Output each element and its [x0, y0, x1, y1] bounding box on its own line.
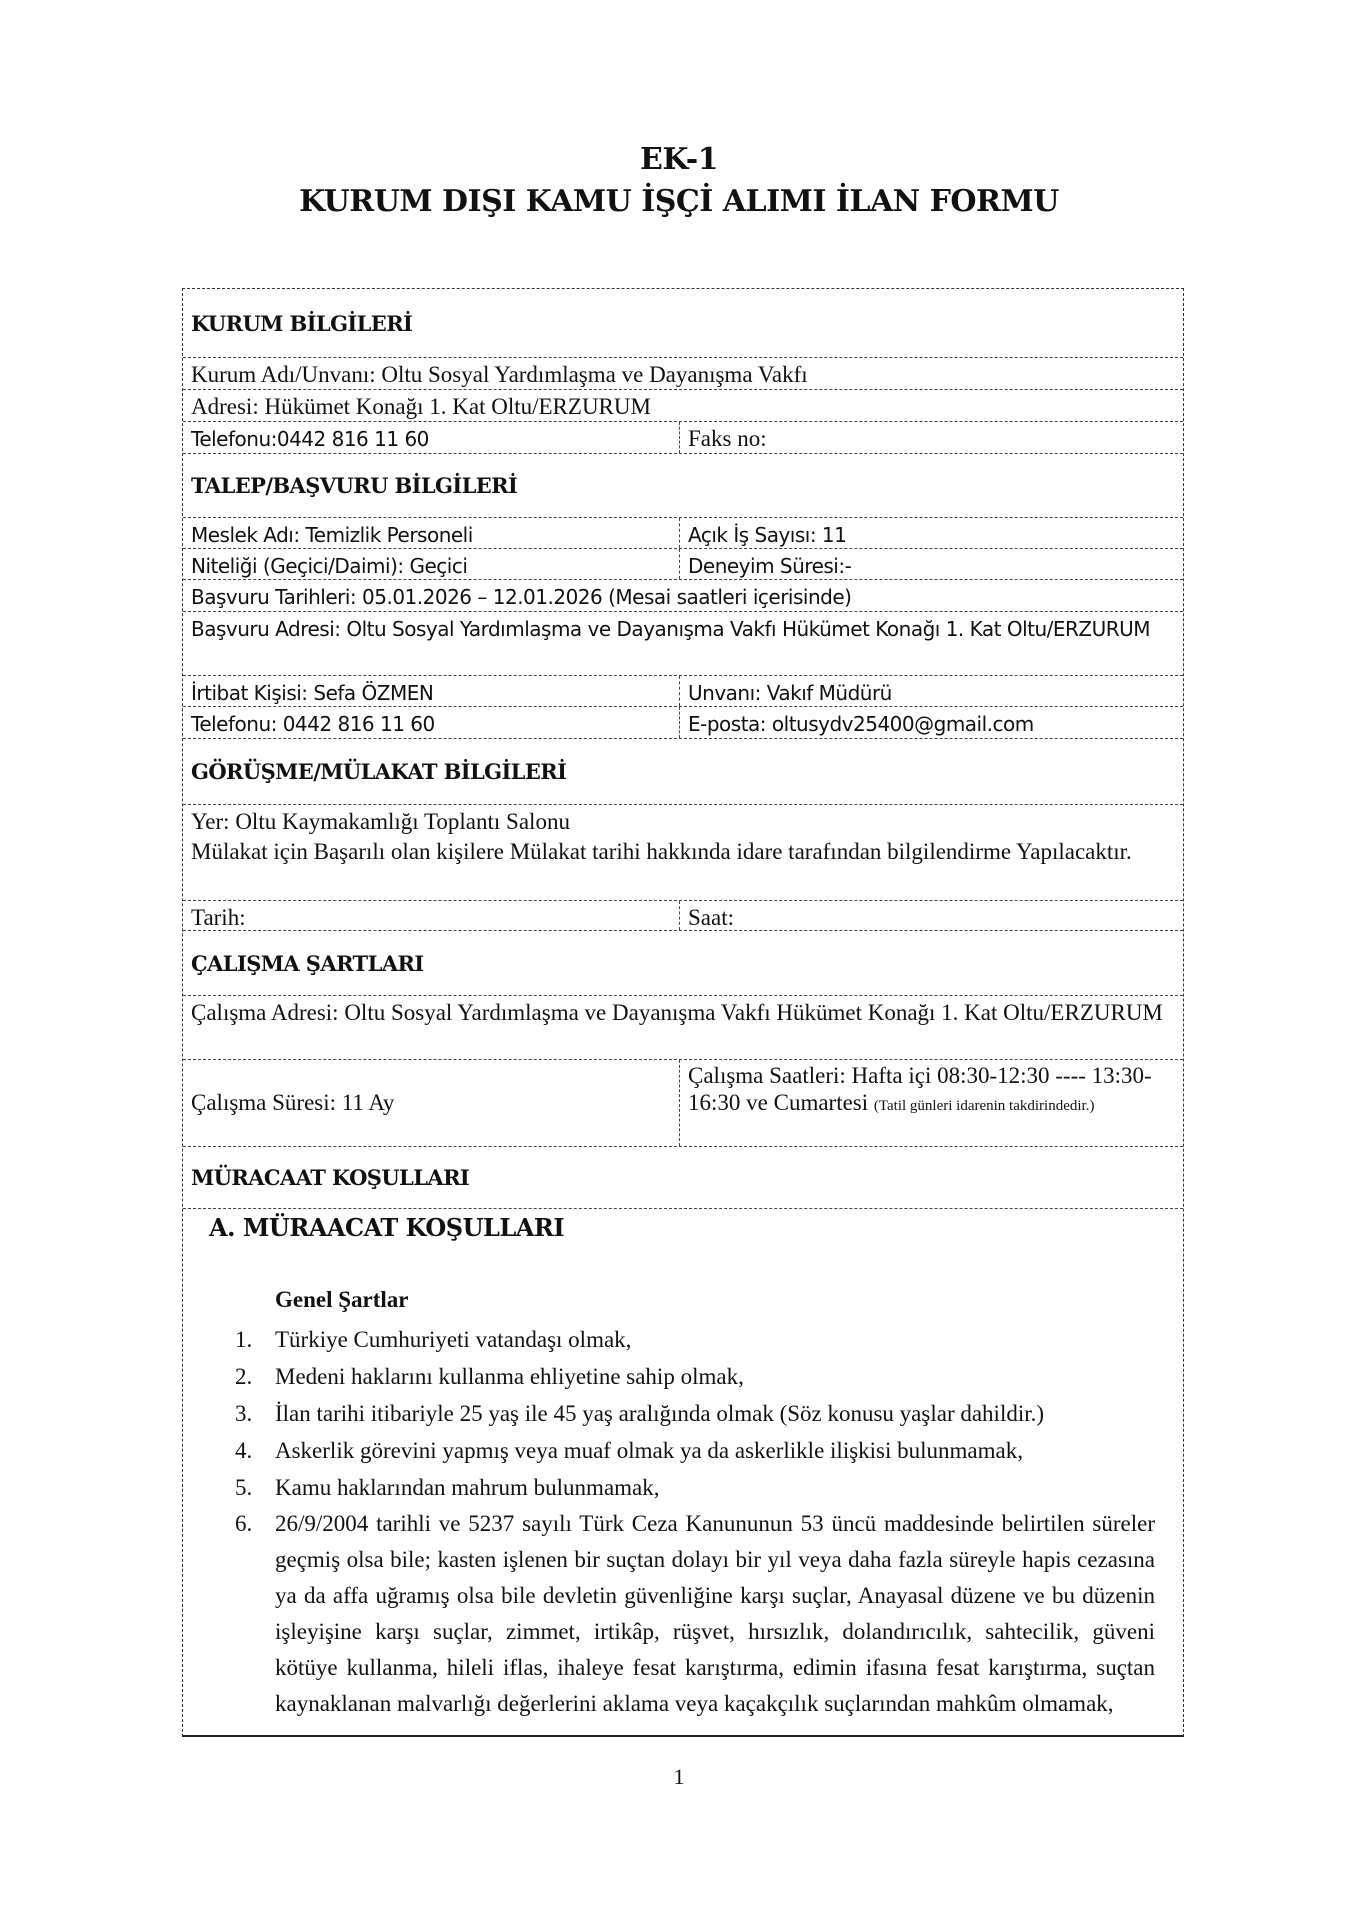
list-item — [235, 1432, 1155, 1469]
kurum-telefon: Telefonu:0442 816 11 60 — [183, 422, 680, 453]
item-text: Askerlik görevini yapmış veya muaf olmak ya da askerlikle ilişkisi bulunmamak, — [275, 1438, 1023, 1463]
irtibat-eposta: E-posta: oltusydv25400@gmail.com — [688, 712, 1034, 736]
list-item — [235, 1321, 1155, 1358]
page-number: 1 — [673, 1764, 685, 1789]
basvuru-adresi: Başvuru Adresi: Oltu Sosyal Yardımlaşma ve Dayanışma Vakfı Hükümet Konağı 1. Kat Oltu/ERZURUM — [191, 617, 1151, 641]
genel-sartlar-heading: Genel Şartlar — [275, 1287, 409, 1312]
section-heading: GÖRÜŞME/MÜLAKAT BİLGİLERİ — [191, 759, 567, 784]
list-item — [235, 1506, 1155, 1722]
application-form-table — [182, 288, 1184, 1737]
form-title: KURUM DIŞI KAMU İŞÇİ ALIMI İLAN FORMU — [299, 184, 1059, 219]
niteligi: Niteliği (Geçici/Daimi): Geçici — [183, 549, 680, 579]
conditions-list — [235, 1321, 1155, 1722]
item-number: 5. — [235, 1475, 253, 1500]
section-muracaat — [183, 1146, 1183, 1208]
item-text: 26/9/2004 tarihli ve 5237 sayılı Türk Ceza Kanununun 53 üncü maddesinde belirtilen süreler geçmiş olsa bile; kasten işlenen bir suçtan dolayı bir yıl veya daha fazla süreyle hapis cezasına ya da affa uğramış olsa bile devletin güvenliğine karşı suçlar, Anayasal düzene ve bu düzenin işleyişine karşı suçlar, zimmet, irtikâp, rüşvet, hırsızlık, dolandırıcılık, sahtecilik, güveni kötüye kullanma, hileli iflas, ihaleye fesat karıştırma, edimin ifasına fesat karıştırma, suçtan kaynaklanan malvarlığı değerlerini aklama veya kaçakçılık suçlarından mahkûm olmamak, — [275, 1511, 1155, 1716]
section-gorusme — [183, 738, 1183, 804]
subsection-title: A. MÜRAACAT KOŞULLARI — [209, 1213, 565, 1242]
gorusme-yer: Yer: Oltu Kaymakamlığı Toplantı Salonu — [191, 809, 570, 834]
calisma-saatleri: Çalışma Saatleri: Hafta içi 08:30-12:30 ---- 13:30-16:30 ve Cumartesi — [688, 1063, 1152, 1115]
irtibat-kisisi: İrtibat Kişisi: Sefa ÖZMEN — [183, 676, 680, 706]
kurum-adi: Kurum Adı/Unvanı: Oltu Sosyal Yardımlaşma ve Dayanışma Vakfı — [191, 362, 808, 387]
irtibat-telefon: Telefonu: 0442 816 11 60 — [183, 707, 680, 738]
section-calisma — [183, 930, 1183, 995]
section-heading: TALEP/BAŞVURU BİLGİLERİ — [191, 473, 518, 498]
item-text: Medeni haklarını kullanma ehliyetine sahip olmak, — [275, 1364, 744, 1389]
gorusme-saat: Saat: — [688, 905, 734, 930]
section-heading: KURUM BİLGİLERİ — [191, 310, 413, 336]
deneyim-suresi: Deneyim Süresi:- — [688, 554, 852, 578]
item-number: 6. — [235, 1511, 253, 1536]
item-number: 1. — [235, 1327, 253, 1352]
gorusme-aciklama: Mülakat için Başarılı olan kişilere Mülakat tarihi hakkında idare tarafından bilgilendirme Yapılacaktır. — [191, 839, 1132, 864]
annex-label: EK-1 — [639, 142, 719, 177]
item-number: 4. — [235, 1438, 253, 1463]
gorusme-tarih: Tarih: — [183, 901, 680, 930]
calisma-saatleri-not: (Tatil günleri idarenin takdirindedir.) — [873, 1098, 1095, 1114]
section-kurum — [183, 289, 1183, 357]
list-item — [235, 1395, 1155, 1432]
irtibat-unvani: Unvanı: Vakıf Müdürü — [688, 681, 892, 705]
section-heading: MÜRACAAT KOŞULLARI — [191, 1165, 470, 1190]
item-text: İlan tarihi itibariyle 25 yaş ile 45 yaş aralığında olmak (Söz konusu yaşlar dahildir.) — [275, 1401, 1045, 1426]
calisma-suresi: Çalışma Süresi: 11 Ay — [183, 1060, 680, 1146]
item-text: Türkiye Cumhuriyeti vatandaşı olmak, — [275, 1327, 632, 1352]
item-number: 3. — [235, 1401, 253, 1426]
calisma-adresi: Çalışma Adresi: Oltu Sosyal Yardımlaşma ve Dayanışma Vakfı Hükümet Konağı 1. Kat Oltu/ERZURUM — [191, 1000, 1163, 1025]
meslek-adi: Meslek Adı: Temizlik Personeli — [183, 518, 680, 548]
item-number: 2. — [235, 1364, 253, 1389]
basvuru-tarihleri: Başvuru Tarihleri: 05.01.2026 – 12.01.2026 (Mesai saatleri içerisinde) — [191, 585, 852, 609]
kurum-adres: Adresi: Hükümet Konağı 1. Kat Oltu/ERZURUM — [191, 394, 651, 419]
acik-is-sayisi: Açık İş Sayısı: 11 — [688, 523, 847, 547]
section-heading: ÇALIŞMA ŞARTLARI — [191, 950, 424, 976]
kurum-faks: Faks no: — [688, 426, 767, 451]
list-item — [235, 1469, 1155, 1506]
section-talep — [183, 453, 1183, 517]
item-text: Kamu haklarından mahrum bulunmamak, — [275, 1475, 660, 1500]
list-item — [235, 1358, 1155, 1395]
